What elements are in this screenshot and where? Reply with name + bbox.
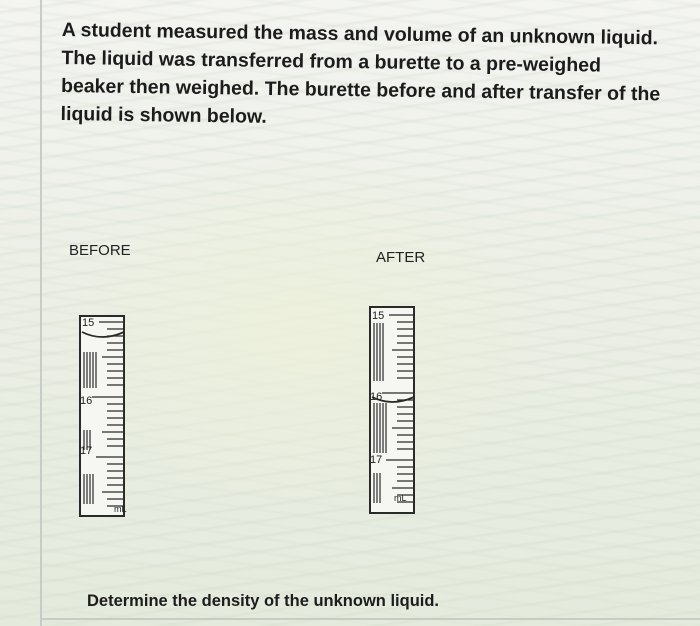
scale-label-16: 16 — [80, 395, 93, 407]
unit-label: mL — [394, 493, 407, 503]
question-text: A student measured the mass and volume of an unknown liquid. The liquid was transferred from a burette to a pre-weighed beaker then weighed. The burette before and after transfer of the liquid is shown below. — [60, 18, 661, 128]
density-prompt: Determine the density of the unknown liquid. — [87, 592, 440, 610]
scale-label-17: 17 — [370, 454, 383, 466]
left-border — [40, 0, 42, 626]
scale-label-17: 17 — [80, 445, 93, 457]
scale-label-15: 15 — [82, 317, 95, 329]
burette-after-diagram — [364, 303, 424, 517]
bottom-border — [40, 618, 700, 620]
scale-label-16: 16 — [370, 391, 383, 403]
scale-label-15: 15 — [372, 310, 385, 322]
before-label: BEFORE — [69, 242, 131, 259]
unit-label: mL — [114, 504, 127, 514]
after-label: AFTER — [376, 249, 426, 266]
burette-before-diagram — [74, 312, 134, 520]
